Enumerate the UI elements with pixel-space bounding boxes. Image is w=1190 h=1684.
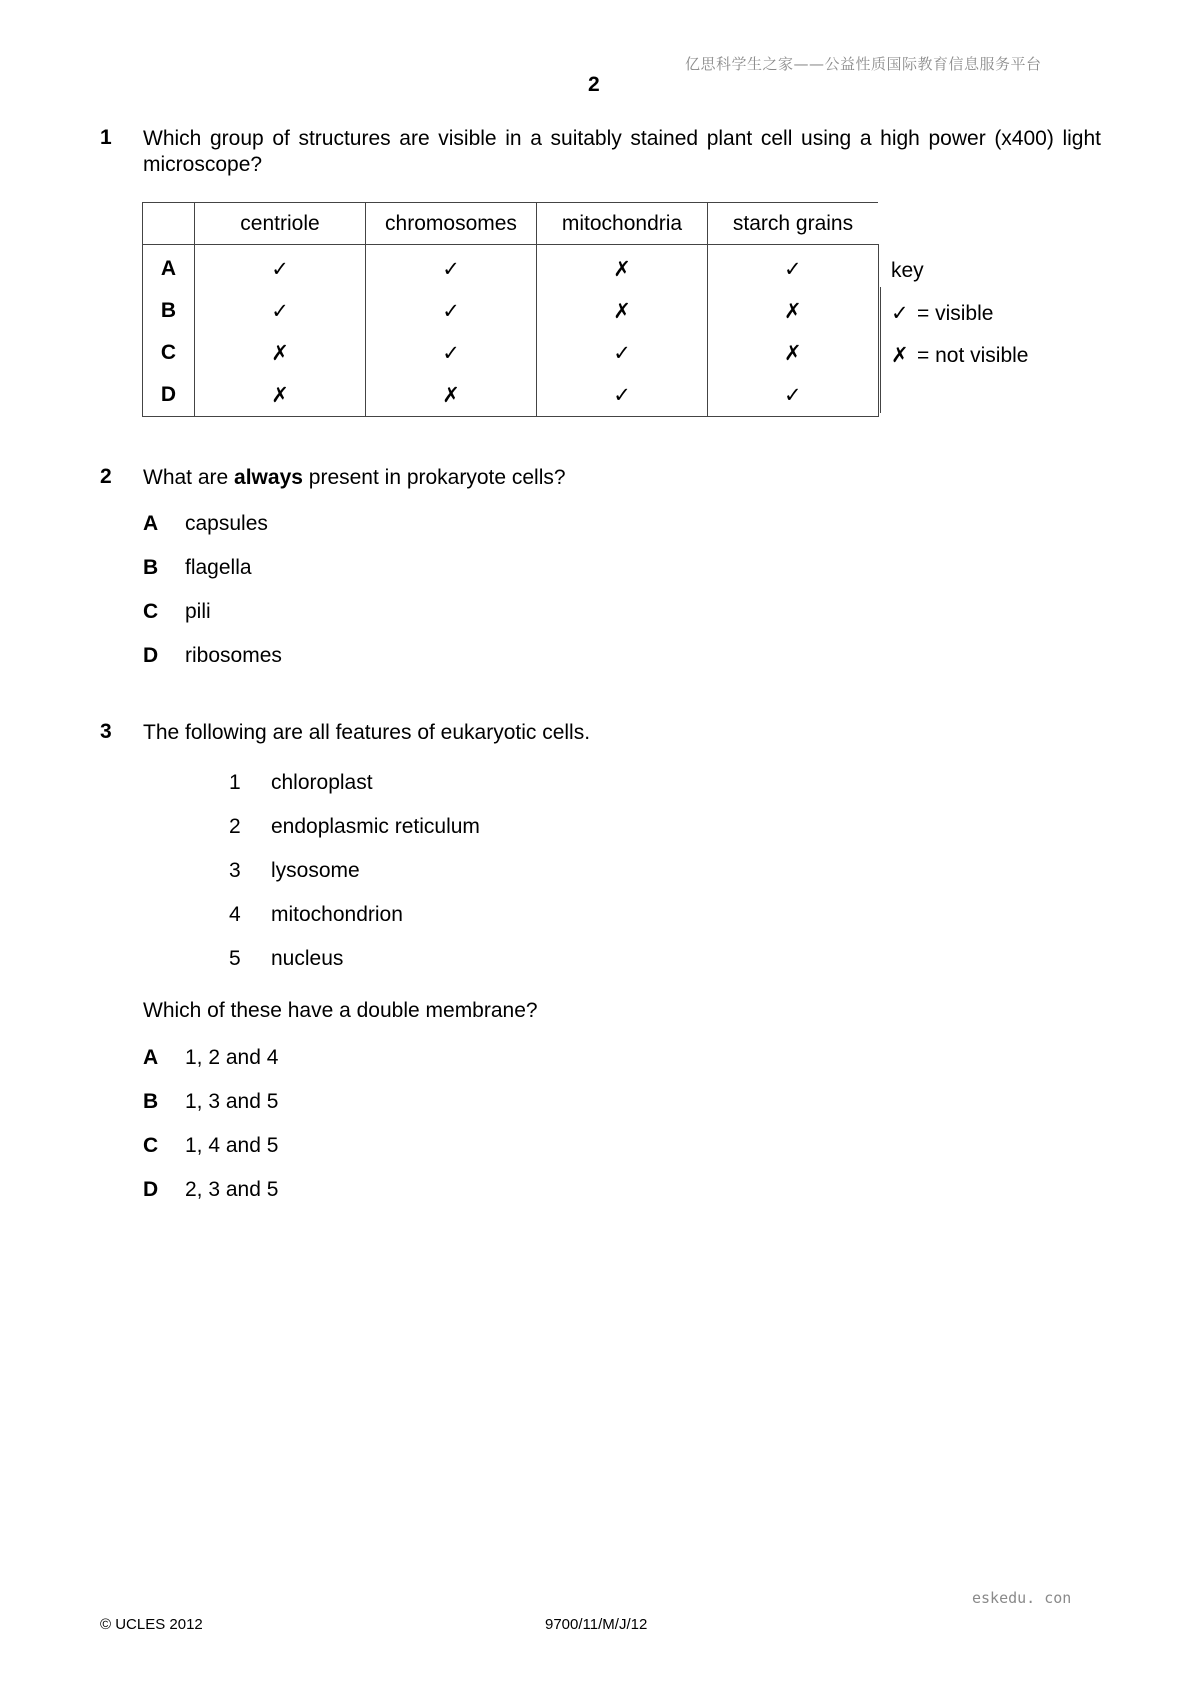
table-corner-cell (143, 203, 195, 245)
row-label: A (143, 245, 195, 291)
cross-icon: ✗ (891, 343, 909, 367)
feature-list-item (229, 771, 373, 795)
question-2-option (143, 512, 268, 536)
column-header: chromosomes (366, 203, 537, 245)
table-cell-mark: ✗ (537, 245, 708, 291)
feature-list-item (229, 903, 403, 927)
table-cell-mark: ✗ (537, 290, 708, 332)
table-cell-mark: ✗ (195, 332, 366, 374)
site-watermark: eskedu. con (972, 1589, 1072, 1607)
column-header: starch grains (708, 203, 879, 245)
question-2-text (143, 465, 566, 491)
option-letter: B (143, 556, 159, 579)
item-text: endoplasmic reticulum (271, 815, 480, 838)
table-cell-mark: ✓ (366, 245, 537, 291)
table-cell-mark: ✓ (195, 290, 366, 332)
table-cell-mark: ✗ (708, 332, 879, 374)
table-cell-mark: ✓ (708, 374, 879, 417)
option-text: 1, 4 and 5 (185, 1134, 279, 1157)
question-1-number: 1 (100, 126, 112, 149)
column-header: centriole (195, 203, 366, 245)
table-cell-mark: ✓ (708, 245, 879, 291)
option-text: 2, 3 and 5 (185, 1178, 279, 1201)
table-header-row (143, 203, 879, 245)
item-text: nucleus (271, 947, 344, 970)
item-number: 5 (229, 947, 241, 970)
page-number: 2 (588, 73, 600, 96)
option-letter: A (143, 1046, 159, 1069)
check-icon: ✓ (891, 301, 909, 325)
question-3-question: Which of these have a double membrane? (143, 999, 538, 1022)
table-cell-mark: ✓ (366, 332, 537, 374)
item-number: 4 (229, 903, 241, 926)
watermark-text: 亿思科学生之家——公益性质国际教育信息服务平台 (685, 55, 1042, 73)
question-2-text-start: What are (143, 466, 235, 489)
table-cell-mark: ✓ (195, 245, 366, 291)
option-letter: D (143, 1178, 159, 1201)
feature-list-item (229, 947, 343, 971)
key-title: key (891, 259, 924, 282)
question-2-text-end: present in prokaryote cells? (302, 466, 566, 489)
option-text: pili (185, 600, 211, 623)
copyright-text: © UCLES 2012 (100, 1616, 203, 1633)
structures-table (142, 202, 879, 417)
option-text: 1, 3 and 5 (185, 1090, 279, 1113)
key-not-visible-label: = not visible (917, 344, 1029, 367)
question-3-option (143, 1178, 278, 1202)
item-text: lysosome (271, 859, 360, 882)
question-2-option (143, 556, 252, 580)
table-row (143, 374, 879, 417)
question-2-emphasis: always (234, 466, 303, 489)
row-label: C (143, 332, 195, 374)
key-visible-label: = visible (917, 302, 994, 325)
item-number: 2 (229, 815, 241, 838)
table-cell-mark: ✓ (537, 374, 708, 417)
table-row (143, 290, 879, 332)
question-3-option (143, 1046, 278, 1070)
option-letter: D (143, 644, 159, 667)
option-letter: C (143, 600, 159, 623)
option-text: flagella (185, 556, 252, 579)
question-3-number: 3 (100, 720, 112, 743)
table-cell-mark: ✓ (537, 332, 708, 374)
question-3-option (143, 1090, 278, 1114)
question-3-option (143, 1134, 278, 1158)
table-cell-mark: ✓ (366, 290, 537, 332)
question-2-option (143, 644, 282, 668)
row-label: B (143, 290, 195, 332)
option-letter: B (143, 1090, 159, 1113)
item-text: chloroplast (271, 771, 373, 794)
option-text: capsules (185, 512, 268, 535)
table-cell-mark: ✗ (366, 374, 537, 417)
table-row (143, 332, 879, 374)
item-text: mitochondrion (271, 903, 403, 926)
feature-list-item (229, 815, 480, 839)
option-text: 1, 2 and 4 (185, 1046, 279, 1069)
table-cell-mark: ✗ (195, 374, 366, 417)
key-visible (891, 300, 993, 327)
question-1-text: Which group of structures are visible in a suitably stained plant cell using a high power (x400) light microscope? (143, 127, 1101, 176)
option-letter: C (143, 1134, 159, 1157)
option-text: ribosomes (185, 644, 282, 667)
key-divider-line (880, 287, 881, 413)
table-cell-mark: ✗ (708, 290, 879, 332)
question-3-intro: The following are all features of eukaryotic cells. (143, 721, 591, 744)
question-2-number: 2 (100, 465, 112, 488)
item-number: 1 (229, 771, 241, 794)
key-not-visible (891, 342, 1028, 369)
row-label: D (143, 374, 195, 417)
question-2-option (143, 600, 211, 624)
feature-list-item (229, 859, 360, 883)
column-header: mitochondria (537, 203, 708, 245)
item-number: 3 (229, 859, 241, 882)
paper-code: 9700/11/M/J/12 (545, 1616, 648, 1633)
option-letter: A (143, 512, 159, 535)
table-row (143, 245, 879, 291)
